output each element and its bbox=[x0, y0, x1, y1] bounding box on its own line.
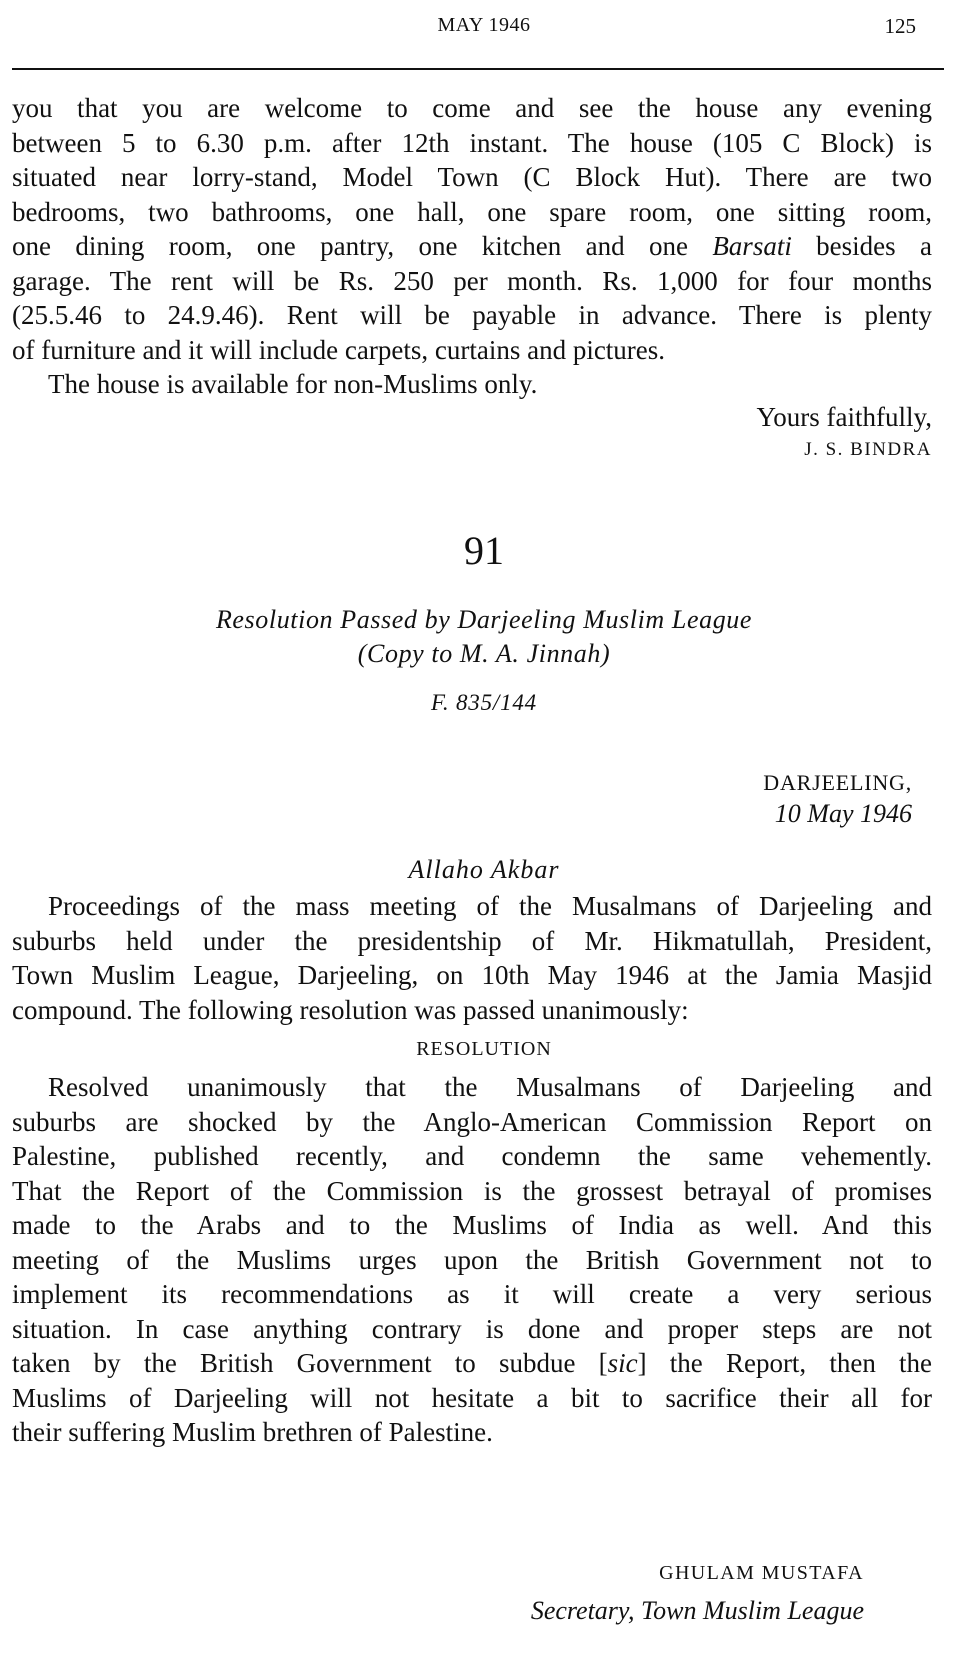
body-text: one dining room, one pantry, one kitchen and one bbox=[12, 231, 713, 261]
body-line: their suffering Muslim brethren of Palestine. bbox=[12, 1417, 493, 1447]
body-text: besides a bbox=[791, 231, 933, 261]
body-line: implement its recommendations as it will create a very serious bbox=[12, 1279, 932, 1309]
body-line: meeting of the Muslims urges upon the British Government not to bbox=[12, 1244, 932, 1275]
body-line: Palestine, published recently, and condemn the same vehemently. bbox=[12, 1141, 932, 1171]
body-line-sic bbox=[12, 1346, 932, 1381]
body-line: garage. The rent will be Rs. 250 per month. Rs. 1,000 for four months bbox=[12, 265, 932, 296]
body-line: That the Report of the Commission is the grossest betrayal of promises bbox=[12, 1175, 932, 1206]
body-line-barsati bbox=[12, 229, 932, 264]
body-line: suburbs are shocked by the Anglo-American Commission Report on bbox=[12, 1106, 932, 1137]
body-line: Muslims of Darjeeling will not hesitate a bit to sacrifice their all for bbox=[12, 1382, 932, 1413]
italic-term: sic bbox=[607, 1348, 638, 1378]
letter-signature: J. S. BINDRA bbox=[804, 439, 932, 460]
signatory-title: Secretary, Town Muslim League bbox=[530, 1596, 864, 1625]
availability-line: The house is available for non-Muslims only. bbox=[48, 369, 538, 399]
page-number: 125 bbox=[884, 14, 916, 38]
resolution-paragraph bbox=[12, 1070, 932, 1450]
body-text: ] the Report, then the bbox=[637, 1348, 932, 1378]
italic-term: Barsati bbox=[712, 231, 792, 261]
document-title: Resolution Passed by Darjeeling Muslim League bbox=[215, 605, 753, 634]
running-title: MAY 1946 bbox=[437, 14, 531, 36]
body-line: bedrooms, two bathrooms, one hall, one spare room, one sitting room, bbox=[12, 196, 932, 227]
invocation: Allaho Akbar bbox=[408, 855, 560, 884]
body-line: Proceedings of the mass meeting of the Musalmans of Darjeeling and bbox=[48, 891, 932, 921]
body-line: suburbs held under the presidentship of Mr. Hikmatullah, President, bbox=[12, 925, 932, 956]
body-line: Town Muslim League, Darjeeling, on 10th May 1946 at the Jamia Masjid bbox=[12, 960, 932, 990]
dateline-date: 10 May 1946 bbox=[774, 799, 912, 828]
page-header bbox=[0, 14, 968, 44]
resolution-heading: RESOLUTION bbox=[416, 1038, 552, 1060]
header-rule bbox=[12, 68, 944, 70]
document-number: 91 bbox=[464, 528, 504, 573]
file-reference: F. 835/144 bbox=[431, 690, 537, 715]
dateline-place: DARJEELING, bbox=[763, 770, 912, 795]
body-line: situation. In case anything contrary is done and proper steps are not bbox=[12, 1313, 932, 1344]
body-line: Resolved unanimously that the Musalmans of Darjeeling and bbox=[48, 1072, 932, 1102]
proceedings-paragraph bbox=[12, 889, 932, 1027]
body-line: between 5 to 6.30 p.m. after 12th instant. The house (105 C Block) is bbox=[12, 127, 932, 158]
body-line: of furniture and it will include carpets, curtains and pictures. bbox=[12, 334, 666, 365]
letter-body bbox=[12, 91, 932, 402]
document-subtitle: (Copy to M. A. Jinnah) bbox=[357, 639, 611, 668]
signatory-name: GHULAM MUSTAFA bbox=[659, 1562, 864, 1584]
body-line: compound. The following resolution was passed unanimously: bbox=[12, 994, 689, 1025]
body-line: made to the Arabs and to the Muslims of India as well. And this bbox=[12, 1210, 932, 1240]
body-line: you that you are welcome to come and see the house any evening bbox=[12, 93, 932, 123]
body-line: (25.5.46 to 24.9.46). Rent will be payable in advance. There is plenty bbox=[12, 300, 932, 330]
letter-closing: Yours faithfully, bbox=[756, 402, 932, 432]
body-text: taken by the British Government to subdue [ bbox=[12, 1348, 608, 1378]
body-line: situated near lorry-stand, Model Town (C Block Hut). There are two bbox=[12, 162, 932, 192]
